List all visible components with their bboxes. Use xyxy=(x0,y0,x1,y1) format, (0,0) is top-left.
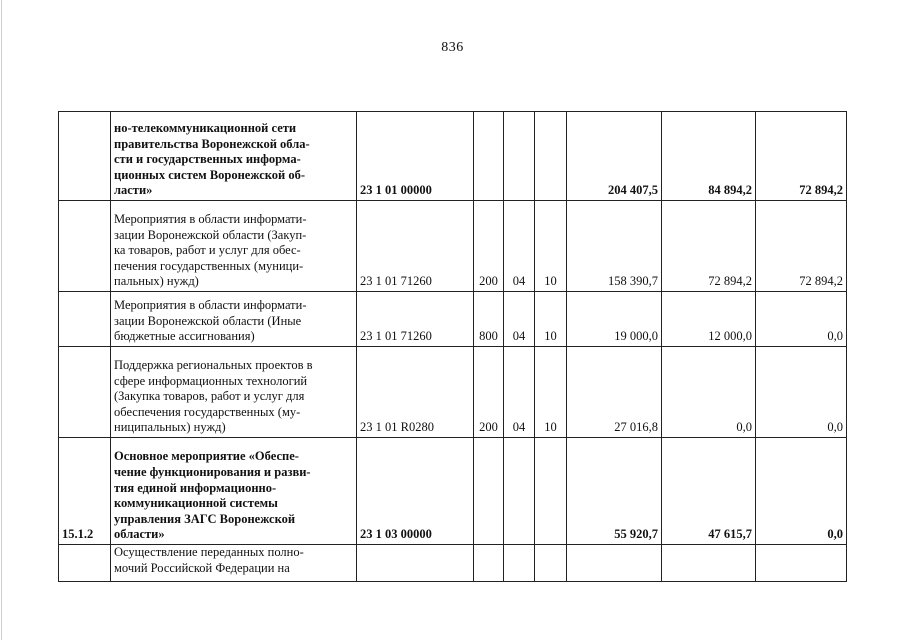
scan-left-edge xyxy=(1,0,2,640)
row-description: Основное мероприятие «Обеспе- чение функционирования и разви- тия единой информационно- коммуникационной системы управления ЗАГС Воронежской области» xyxy=(111,438,357,545)
row-rz xyxy=(504,545,535,582)
row-vr xyxy=(474,545,504,582)
row-pr xyxy=(535,438,567,545)
row-index xyxy=(59,292,111,347)
row-value-3: 72 894,2 xyxy=(756,201,847,292)
row-description: Мероприятия в области информати- зации Воронежской области (Иные бюджетные ассигнования) xyxy=(111,292,357,347)
table-row xyxy=(59,201,847,292)
row-value-2 xyxy=(662,545,756,582)
row-description: Мероприятия в области информати- зации Воронежской области (Закуп- ка товаров, работ и услуг для обес- печения государственных (муници- пальных) нужд) xyxy=(111,201,357,292)
row-rz xyxy=(504,112,535,201)
budget-table xyxy=(58,111,847,582)
table-row xyxy=(59,545,847,582)
row-value-1: 19 000,0 xyxy=(567,292,662,347)
row-value-3 xyxy=(756,545,847,582)
row-value-2: 84 894,2 xyxy=(662,112,756,201)
row-pr: 10 xyxy=(535,347,567,438)
row-value-2: 0,0 xyxy=(662,347,756,438)
row-description: но-телекоммуникационной сети правительства Воронежской обла- сти и государственных информа- ционных систем Воронежской об- ласти» xyxy=(111,112,357,201)
row-value-3: 0,0 xyxy=(756,347,847,438)
row-index xyxy=(59,112,111,201)
row-vr: 200 xyxy=(474,347,504,438)
row-index xyxy=(59,201,111,292)
row-value-3: 0,0 xyxy=(756,438,847,545)
row-value-1: 158 390,7 xyxy=(567,201,662,292)
row-code xyxy=(357,545,474,582)
row-rz: 04 xyxy=(504,347,535,438)
row-code: 23 1 01 00000 xyxy=(357,112,474,201)
row-value-2: 72 894,2 xyxy=(662,201,756,292)
table-row xyxy=(59,112,847,201)
row-code: 23 1 01 71260 xyxy=(357,292,474,347)
row-vr: 800 xyxy=(474,292,504,347)
row-index xyxy=(59,545,111,582)
table-row xyxy=(59,347,847,438)
row-vr: 200 xyxy=(474,201,504,292)
row-description: Осуществление переданных полно- мочий Российской Федерации на xyxy=(111,545,357,582)
page-number: 836 xyxy=(441,40,464,55)
row-vr xyxy=(474,112,504,201)
row-pr xyxy=(535,545,567,582)
row-pr xyxy=(535,112,567,201)
row-value-1: 55 920,7 xyxy=(567,438,662,545)
table-row xyxy=(59,438,847,545)
row-vr xyxy=(474,438,504,545)
row-index xyxy=(59,347,111,438)
row-description: Поддержка региональных проектов в сфере информационных технологий (Закупка товаров, работ и услуг для обеспечения государственных (му- ниципальных) нужд) xyxy=(111,347,357,438)
row-code: 23 1 01 71260 xyxy=(357,201,474,292)
row-value-1: 27 016,8 xyxy=(567,347,662,438)
row-index: 15.1.2 xyxy=(59,438,111,545)
row-pr: 10 xyxy=(535,201,567,292)
row-rz: 04 xyxy=(504,201,535,292)
row-value-1 xyxy=(567,545,662,582)
table-row xyxy=(59,292,847,347)
row-code: 23 1 01 R0280 xyxy=(357,347,474,438)
row-value-2: 47 615,7 xyxy=(662,438,756,545)
row-value-1: 204 407,5 xyxy=(567,112,662,201)
row-code: 23 1 03 00000 xyxy=(357,438,474,545)
row-value-3: 72 894,2 xyxy=(756,112,847,201)
row-value-2: 12 000,0 xyxy=(662,292,756,347)
row-rz: 04 xyxy=(504,292,535,347)
row-pr: 10 xyxy=(535,292,567,347)
row-value-3: 0,0 xyxy=(756,292,847,347)
row-rz xyxy=(504,438,535,545)
